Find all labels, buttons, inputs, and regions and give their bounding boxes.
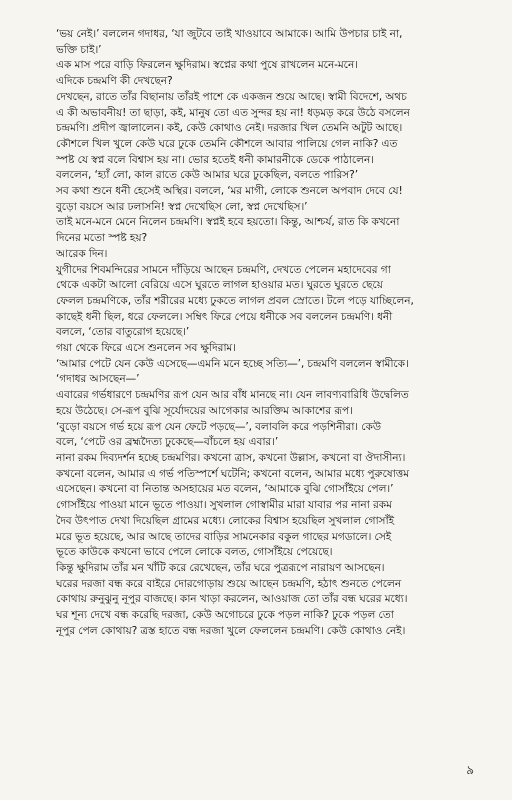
text-line: দৈব উৎপাত দেখা দিয়েছিল গ্রামের মধ্যে। লোকের বিশ্বাস হয়েছিল সুখলাল গোসাঁই (56, 513, 394, 527)
text-line: কিন্তু ক্ষুদিরাম তাঁর মন খাঁটি করে রেখেছেন, তাঁর ঘরে পুত্ররূপে নারায়ণ আসছেন। (56, 560, 385, 574)
text-line: কাছেই ধনী ছিল, ধরে ফেললে। সম্বিৎ ফিরে পেয়ে ধনীকে সব বললেন চন্দ্রমণি। ধনী (56, 309, 393, 323)
text-line: কৌশলে খিল খুলে কেউ ঘরে ঢুকে তেমনি কৌশলে আবার পালিয়ে গেল নাকি? এত (56, 136, 398, 150)
text-line: কোথায় রুনুঝুনু নূপুর বাজছে। কান খাড়া করলেন, আওয়াজ তো তাঁর বন্ধ ঘরের মধ্যে। (56, 592, 408, 606)
text-line: এক মাস পরে বাড়ি ফিরলেন ক্ষুদিরাম। স্বপ্নের কথা পুষে রাখলেন মনে-মনে। (56, 58, 358, 72)
text-line: বললে, ‘তোর বাতুরোগ হয়েছে।’ (56, 325, 190, 339)
text-line: তাই মনে-মনে মেনে নিলেন চন্দ্রমণি। স্বপ্নই হবে হয়তো। কিন্তু, আশ্চর্য, রাত কি কখনো (56, 215, 400, 229)
text-line: যুগীদের শিবমন্দিরের সামনে দাঁড়িয়ে আছেন চন্দ্রমণি, দেখতে পেলেন মহাদেবের গা (56, 262, 391, 276)
text-line: দেখছেন, রাতে তাঁর বিছানায় তাঁরই পাশে কে একজন শুয়ে আছে। স্বামী বিদেশে, অথচ (56, 89, 407, 103)
text-line: ‘গদাধর আসছেন—’ (56, 372, 140, 386)
text-line: হয়ে উঠেছে। সে-রূপ বুঝি সূর্যোদয়ের আগেকার আরক্তিম আকাশের রূপ। (56, 403, 353, 417)
text-line: ভূতে কাউকে কখনো ভাবে পেলে লোকে বলত, গোসাঁইয়ে পেয়েছে। (56, 545, 333, 559)
body-text (56, 26, 478, 638)
text-line: কখনো বলেন, আমার এ গর্ভ পতিস্পর্শে ঘটেনি; কখনো বলেন, আমার মধ্যে পুরুষোত্তম (56, 466, 409, 480)
text-line: গোসাঁইয়ে পাওয়া মানে ভূতে পাওয়া। সুখলাল গোস্বামীর মারা যাবার পর নানা রকম (56, 498, 392, 512)
text-line: এবারের গর্ভধারণে চন্দ্রমণির রূপ যেন আর বাঁধ মানছে না। যেন লাবণ্যবারিধি উদ্বেলিত (56, 388, 409, 402)
text-line: থেকে একটা আলো বেরিয়ে এসে ঘুরতে লাগল হাওয়ার মত। ঘুরতে ঘুরতে ছেয়ে (56, 278, 383, 292)
text-line: গয়া থেকে ফিরে এসে শুনলেন সব ক্ষুদিরাম। (56, 341, 236, 355)
text-line: ‘বুড়ো বয়সে গর্ভ হয়ে রূপ যেন ফেটে পড়ছে—’, বলাবলি করে পড়শিনীরা। কেউ (56, 419, 382, 433)
text-line: নানা রকম দিব্যদর্শন হচ্ছে চন্দ্রমণির। কখনো ত্রাস, কখনো উল্লাস, কখনো বা ঔদাসীন্য। (56, 450, 406, 464)
text-line: বললেন, ‘হ্যাঁ লো, কাল রাতে কেউ আমার ঘরে ঢুকেছিল, বলতে পারিস?’ (56, 168, 358, 182)
page-number: ৯ (466, 763, 474, 777)
text-line: দিনের মতো স্পষ্ট হয়? (56, 231, 148, 245)
text-line: ‘ভয় নেই।’ বললেন গদাধর, ‘যা জুটবে তাই খাওয়াবে আমাকে। আমি উপচার চাই না, (56, 27, 403, 40)
text-line: ভক্তি চাই।’ (56, 42, 102, 56)
text-line: বুড়ো বয়সে আর ঢলাসনি! স্বপ্ন দেখেছিস লো, স্বপ্ন দেখেছিস।’ (56, 199, 308, 213)
text-line: ঘর শূন্য দেখে বন্ধ করেছি দরজা, কেউ অগোচরে ঢুকে পড়ল নাকি? ঢুকে পড়ল তো (56, 608, 394, 622)
text-line: ফেলল চন্দ্রমণিকে, তাঁর শরীরের মধ্যে ঢুকতে লাগল প্রবল স্রোতে। টলে পড়ে যাচ্ছিলেন, (56, 293, 414, 307)
text-line: মরে ভূত হয়েছে, আর আছে তাদের বাড়ির সামনেকার বকুল গাছের মগডালে। সেই (56, 529, 392, 543)
text-line: নূপুর পেল কোথায়? ত্রস্ত হাতে বন্ধ দরজা খুলে ফেললেন চন্দ্রমণি। কেউ কোথাও নেই। (56, 623, 406, 637)
text-line: ঘরের দরজা বন্ধ করে বাইরে দোরগোড়ায় শুয়ে আছেন চন্দ্রমণি, হঠাৎ শুনতে পেলেন (56, 576, 402, 590)
text-line: এসেছেন। কখনো বা নিতান্ত অসহায়ের মত বলেন, ‘আমাকে বুঝি গোসাঁইয়ে পেল।’ (56, 482, 394, 496)
text-line: ‘আমার পেটে যেন কেউ এসেছে—এমনি মনে হচ্ছে সত্যি—’, চন্দ্রমণি বললেন স্বামীকে। (56, 356, 409, 370)
text-line: চন্দ্রমণি। প্রদীপ জ্বালালেন। কই, কেউ কোথাও নেই। দরজার খিল তেমনি অটুট আছে। (56, 121, 403, 135)
text-line: সব কথা শুনে ধনী হেসেই অস্থির। বললে, ‘মর মাগী, লোকে শুনলে অপবাদ দেবে যে! (56, 184, 403, 198)
text-line: বলে, ‘পেটে ওর ব্রহ্মদৈত্য ঢুকেছে—বাঁচলে হয় এবার।’ (56, 435, 279, 449)
text-line: স্পষ্ট যে স্বপ্ন বলে বিশ্বাস হয় না। ভোর হতেই ধনী কামারনীকে ডেকে পাঠালেন। (56, 152, 374, 166)
text-line: এদিকে চন্দ্রমণি কী দেখছেন? (56, 74, 173, 88)
text-line: এ কী অভাবনীয়! তা ছাড়া, কই, মানুষ তো এত সুন্দর হয় না! ধড়মড় করে উঠে বসলেন (56, 105, 410, 119)
text-line: আরেক দিন। (56, 246, 108, 260)
